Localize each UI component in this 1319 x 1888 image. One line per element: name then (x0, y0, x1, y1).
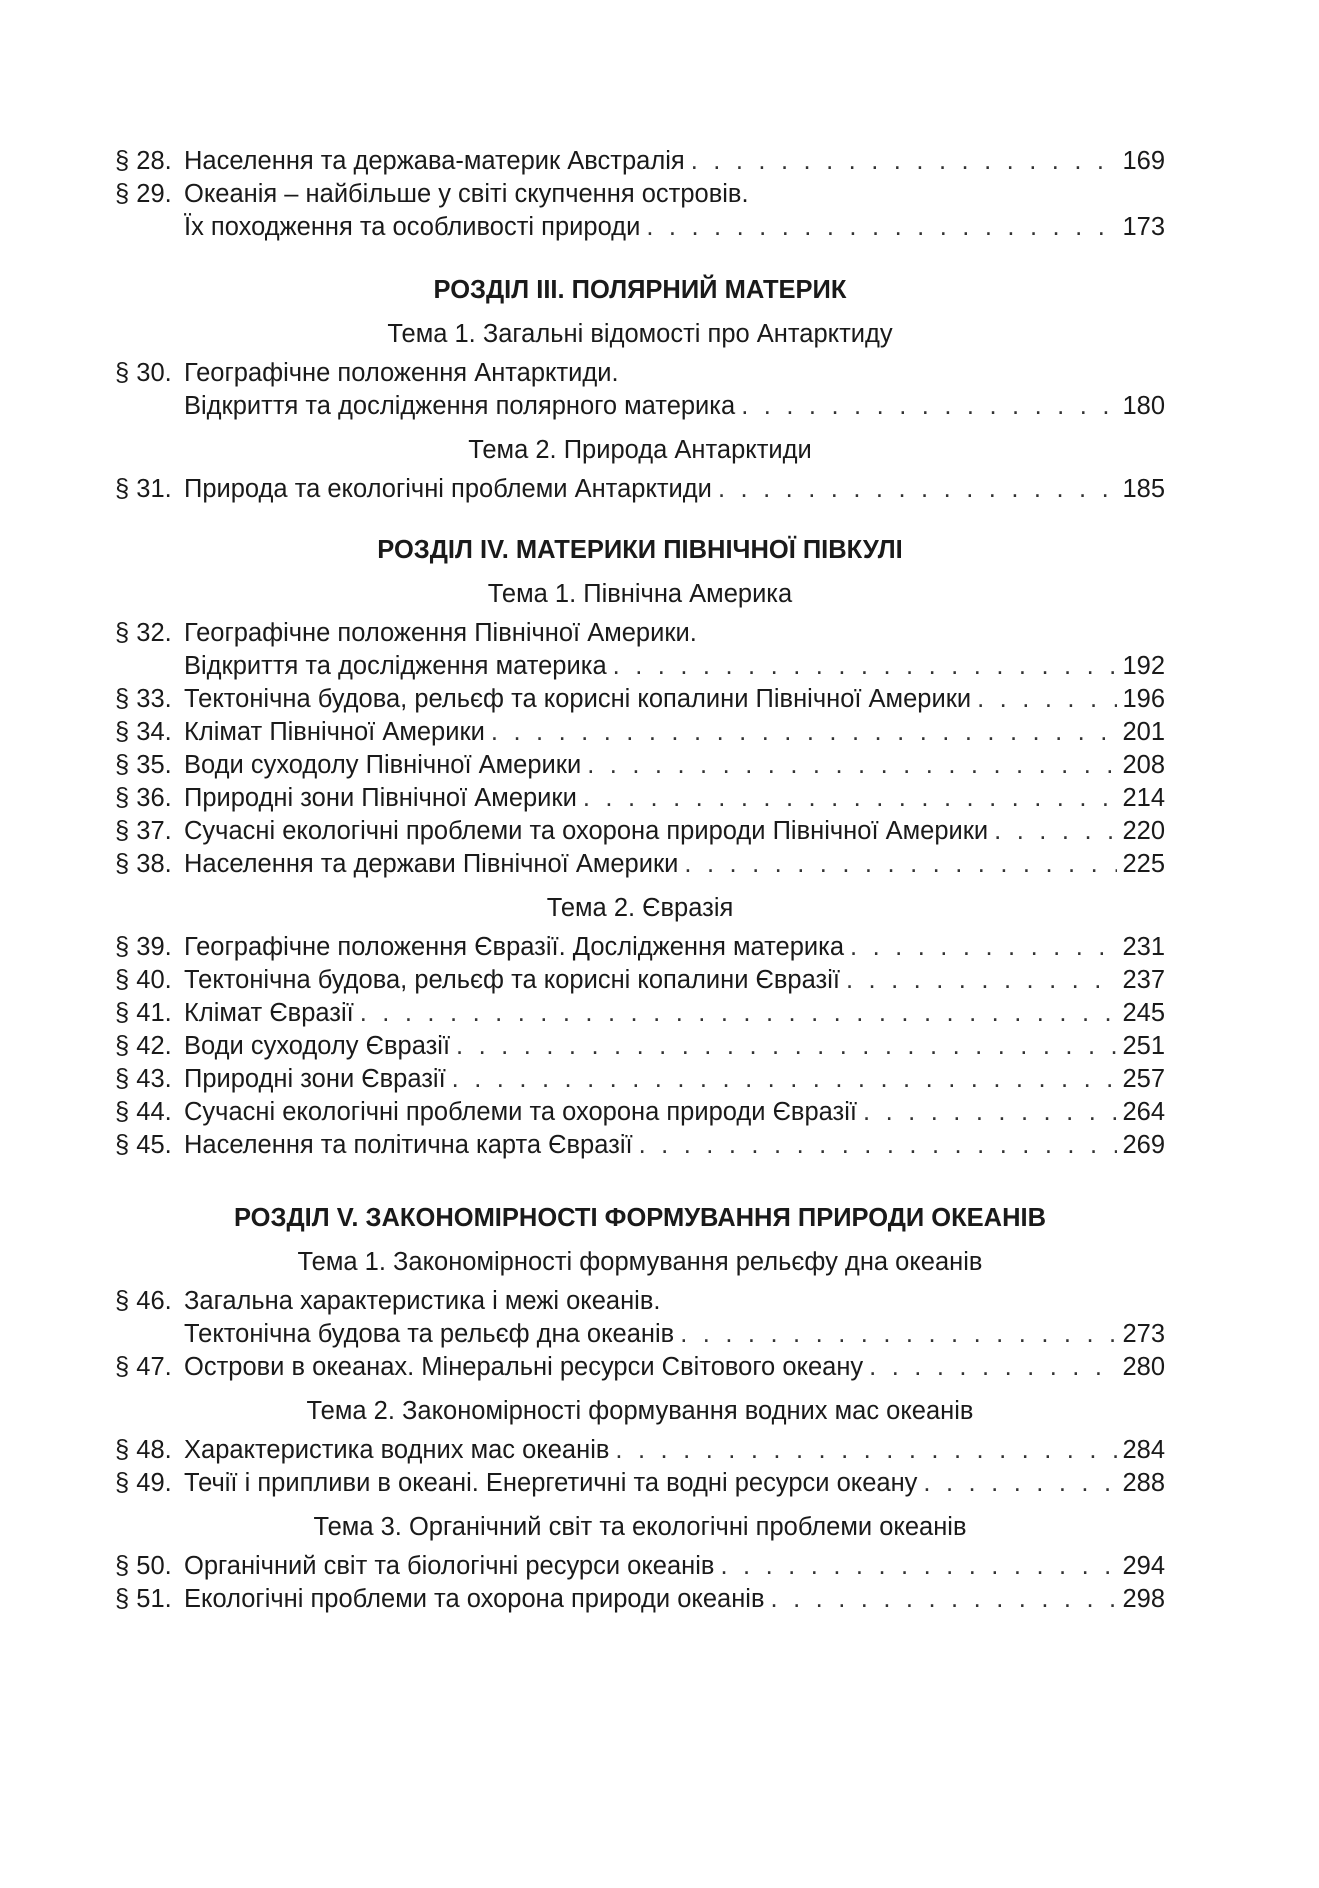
toc-entry-line (115, 1550, 1165, 1583)
page-number: 208 (1122, 751, 1165, 779)
paragraph-title: Відкриття та дослідження материка (184, 652, 607, 680)
paragraph-title: Природа та екологічні проблеми Антарктиди (184, 475, 712, 503)
page-number: 196 (1122, 685, 1165, 713)
page-number: 298 (1122, 1585, 1165, 1613)
theme-title: Тема 2. Природа Антарктиди (468, 436, 812, 464)
toc-entry (115, 848, 1165, 881)
theme-title: Тема 1. Північна Америка (487, 580, 793, 608)
page-number: 294 (1122, 1552, 1165, 1580)
toc-entry (115, 1434, 1165, 1467)
dot-leader (691, 145, 1117, 178)
paragraph-title: Загальна характеристика і межі океанів. (184, 1287, 661, 1315)
toc-entry (115, 1285, 1165, 1351)
paragraph-title: Природні зони Північної Америки (184, 784, 577, 812)
page-number: 257 (1122, 1065, 1165, 1093)
paragraph-number: § 30. (115, 359, 172, 387)
dot-leader (977, 683, 1117, 716)
paragraph-number: § 28. (115, 147, 172, 175)
paragraph-number: § 37. (115, 817, 172, 845)
toc-entry (115, 1129, 1165, 1162)
toc-entry (115, 749, 1165, 782)
page-number: 288 (1122, 1469, 1165, 1497)
toc-entry (115, 617, 1165, 683)
toc-entry-line (115, 1129, 1165, 1162)
paragraph-number: § 38. (115, 850, 172, 878)
toc-entry-line (115, 1467, 1165, 1500)
section-title: РОЗДІЛ V. ЗАКОНОМІРНОСТІ ФОРМУВАННЯ ПРИРОДИ ОКЕАНІВ (233, 1204, 1047, 1232)
paragraph-title: Сучасні екологічні проблеми та охорона природи Євразії (184, 1098, 857, 1126)
page-number: 225 (1122, 850, 1165, 878)
dot-leader (741, 390, 1117, 423)
page-number: 280 (1122, 1353, 1165, 1381)
page-number: 220 (1122, 817, 1165, 845)
toc-entry (115, 1550, 1165, 1583)
paragraph-number: § 34. (115, 718, 172, 746)
paragraph-title: Їх походження та особливості природи (184, 213, 641, 241)
toc-entry (115, 178, 1165, 244)
paragraph-title: Географічне положення Євразії. Дослідження материка (184, 933, 845, 961)
toc-entry-line (115, 357, 1165, 390)
paragraph-title: Відкриття та дослідження полярного материка (184, 392, 736, 420)
paragraph-number: § 33. (115, 685, 172, 713)
toc-entry-line (115, 716, 1165, 749)
paragraph-number: § 51. (115, 1585, 172, 1613)
paragraph-title: Географічне положення Антарктиди. (184, 359, 619, 387)
page-number: 185 (1122, 475, 1165, 503)
paragraph-number: § 47. (115, 1353, 172, 1381)
dot-leader (869, 1351, 1117, 1384)
page-number: 245 (1122, 999, 1165, 1027)
page-number: 237 (1122, 966, 1165, 994)
page-number: 192 (1122, 652, 1165, 680)
toc-entry (115, 683, 1165, 716)
dot-leader (491, 716, 1117, 749)
toc-entry-line (115, 473, 1165, 506)
toc-entry (115, 716, 1165, 749)
paragraph-title: Сучасні екологічні проблеми та охорона природи Північної Америки (184, 817, 989, 845)
dot-leader (863, 1096, 1117, 1129)
toc-entry-line (115, 1318, 1165, 1351)
toc-entry (115, 997, 1165, 1030)
paragraph-number: § 41. (115, 999, 172, 1027)
paragraph-number: § 31. (115, 475, 172, 503)
toc-entry (115, 1467, 1165, 1500)
section-title: РОЗДІЛ IV. МАТЕРИКИ ПІВНІЧНОЇ ПІВКУЛІ (377, 536, 903, 564)
dot-leader (720, 1550, 1117, 1583)
paragraph-number: § 48. (115, 1436, 172, 1464)
paragraph-title: Характеристика водних мас океанів (184, 1436, 610, 1464)
dot-leader (583, 782, 1117, 815)
theme-title: Тема 2. Євразія (546, 894, 734, 922)
paragraph-title: Води суходолу Євразії (184, 1032, 451, 1060)
paragraph-title: Населення та політична карта Євразії (184, 1131, 633, 1159)
paragraph-title: Тектонічна будова та рельєф дна океанів (184, 1320, 675, 1348)
toc-entry-line (115, 1583, 1165, 1616)
toc-entry (115, 357, 1165, 423)
paragraph-title: Органічний світ та біологічні ресурси океанів (184, 1552, 715, 1580)
paragraph-number: § 42. (115, 1032, 172, 1060)
toc-entry-line (115, 211, 1165, 244)
paragraph-title: Води суходолу Північної Америки (184, 751, 582, 779)
page-number: 173 (1122, 213, 1165, 241)
toc-entry-line (115, 650, 1165, 683)
paragraph-number: § 45. (115, 1131, 172, 1159)
dot-leader (452, 1063, 1117, 1096)
paragraph-title: Течії і припливи в океані. Енергетичні та водні ресурси океану (184, 1469, 918, 1497)
toc-entry (115, 1583, 1165, 1616)
dot-leader (639, 1129, 1117, 1162)
dot-leader (684, 848, 1117, 881)
dot-leader (846, 964, 1117, 997)
dot-leader (718, 473, 1117, 506)
page-number: 201 (1122, 718, 1165, 746)
toc-entry (115, 1030, 1165, 1063)
paragraph-number: § 36. (115, 784, 172, 812)
toc-entry-line (115, 145, 1165, 178)
page-number: 180 (1122, 392, 1165, 420)
toc-entry-line (115, 964, 1165, 997)
dot-leader (771, 1583, 1118, 1616)
page-number: 231 (1122, 933, 1165, 961)
paragraph-title: Острови в океанах. Мінеральні ресурси Світового океану (184, 1353, 864, 1381)
section-title: РОЗДІЛ III. ПОЛЯРНИЙ МАТЕРИК (433, 276, 847, 304)
table-of-contents (115, 145, 1165, 1616)
paragraph-title: Географічне положення Північної Америки. (184, 619, 697, 647)
toc-entry (115, 964, 1165, 997)
theme-title: Тема 1. Закономірності формування рельєфу дна океанів (297, 1248, 983, 1276)
dot-leader (994, 815, 1117, 848)
toc-entry-line (115, 749, 1165, 782)
toc-entry-line (115, 815, 1165, 848)
page-number: 273 (1122, 1320, 1165, 1348)
paragraph-number: § 49. (115, 1469, 172, 1497)
toc-entry (115, 473, 1165, 506)
dot-leader (360, 997, 1117, 1030)
paragraph-number: § 32. (115, 619, 172, 647)
paragraph-number: § 46. (115, 1287, 172, 1315)
toc-entry-line (115, 683, 1165, 716)
toc-entry-line (115, 848, 1165, 881)
dot-leader (646, 211, 1117, 244)
toc-entry-line (115, 1434, 1165, 1467)
toc-entry (115, 931, 1165, 964)
paragraph-number: § 29. (115, 180, 172, 208)
dot-leader (680, 1318, 1117, 1351)
toc-entry-line (115, 1096, 1165, 1129)
paragraph-title: Тектонічна будова, рельєф та корисні копалини Євразії (184, 966, 840, 994)
toc-entry-line (115, 178, 1165, 211)
toc-entry (115, 782, 1165, 815)
toc-entry-line (115, 782, 1165, 815)
toc-entry (115, 145, 1165, 178)
toc-entry-line (115, 1285, 1165, 1318)
paragraph-title: Населення та держава-материк Австралія (184, 147, 685, 175)
dot-leader (613, 650, 1117, 683)
paragraph-number: § 40. (115, 966, 172, 994)
paragraph-title: Тектонічна будова, рельєф та корисні копалини Північної Америки (184, 685, 972, 713)
toc-entry (115, 1351, 1165, 1384)
dot-leader (456, 1030, 1117, 1063)
toc-entry-line (115, 931, 1165, 964)
paragraph-title: Природні зони Євразії (184, 1065, 446, 1093)
toc-entry-line (115, 1351, 1165, 1384)
paragraph-title: Океанія – найбільше у світі скупчення островів. (184, 180, 749, 208)
page-number: 284 (1122, 1436, 1165, 1464)
toc-entry (115, 1063, 1165, 1096)
paragraph-title: Клімат Північної Америки (184, 718, 485, 746)
toc-entry-line (115, 617, 1165, 650)
paragraph-number: § 39. (115, 933, 172, 961)
paragraph-number: § 43. (115, 1065, 172, 1093)
paragraph-title: Екологічні проблеми та охорона природи океанів (184, 1585, 765, 1613)
theme-title: Тема 3. Органічний світ та екологічні проблеми океанів (313, 1513, 967, 1541)
toc-entry (115, 815, 1165, 848)
paragraph-number: § 44. (115, 1098, 172, 1126)
page-number: 269 (1122, 1131, 1165, 1159)
dot-leader (615, 1434, 1117, 1467)
paragraph-title: Клімат Євразії (184, 999, 354, 1027)
theme-title: Тема 1. Загальні відомості про Антарктиду (387, 320, 893, 348)
theme-title: Тема 2. Закономірності формування водних мас океанів (306, 1397, 974, 1425)
dot-leader (850, 931, 1117, 964)
dot-leader (587, 749, 1117, 782)
toc-entry-line (115, 1063, 1165, 1096)
toc-entry-line (115, 1030, 1165, 1063)
toc-entry-line (115, 997, 1165, 1030)
paragraph-number: § 35. (115, 751, 172, 779)
page-number: 214 (1122, 784, 1165, 812)
toc-entry-line (115, 390, 1165, 423)
page-number: 264 (1122, 1098, 1165, 1126)
page-number: 169 (1122, 147, 1165, 175)
paragraph-number: § 50. (115, 1552, 172, 1580)
page-number: 251 (1122, 1032, 1165, 1060)
paragraph-title: Населення та держави Північної Америки (184, 850, 679, 878)
toc-entry (115, 1096, 1165, 1129)
dot-leader (923, 1467, 1117, 1500)
